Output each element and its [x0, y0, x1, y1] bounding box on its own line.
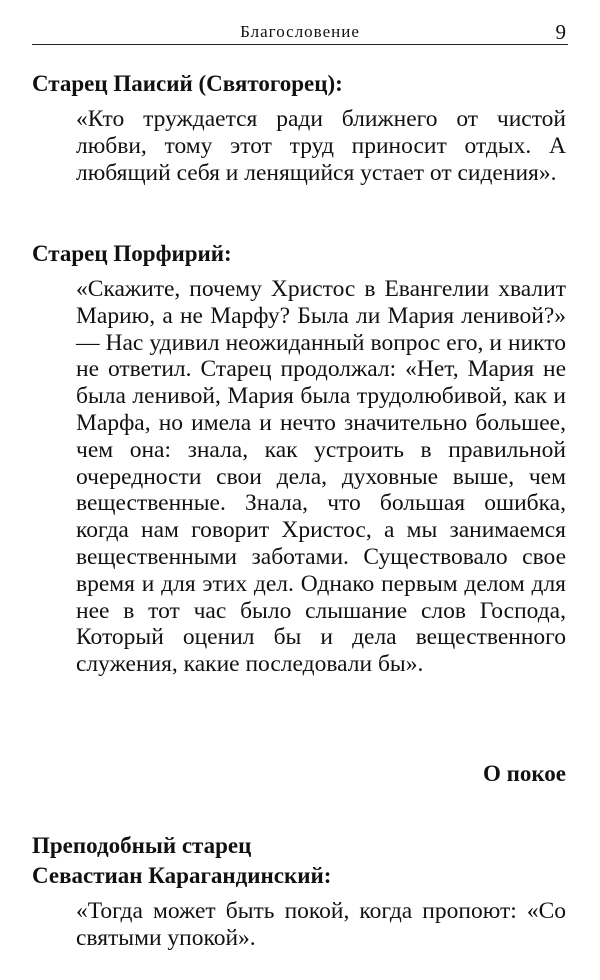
section-heading: О покое	[482, 761, 566, 786]
quote-porphyrios: «Скажите, почему Христос в Евангелии хвалит Марию, а не Марфу? Была ли Мария ленивой?» — Нас удивил неожиданный вопрос его, и никто не ответил. Старец продолжал: «Нет, Мария не была ленивой, Мария была трудолюбивой, как и Марфа, но имела и нечто значительно большее, чем она: знала, как устроить в правильной очередности свои дела, духовные выше, чем вещественные. Знала, что большая ошибка, когда нам говорит Христос, а мы занимаемся вещественными заботами. Существовало свое время и для этих дел. Однако первым делом для нее в тот час было слышание слов Господа, Который оценил бы и дела вещественного служения, какие последовали бы».	[76, 276, 566, 678]
header-rule	[32, 44, 568, 45]
speaker-paisios: Старец Паисий (Святогорец):	[32, 71, 343, 96]
quote-sebastian: «Тогда может быть покой, когда пропоют: «Со святыми упокой».	[76, 898, 566, 951]
running-header	[32, 18, 568, 46]
speaker-sebastian-line1: Преподобный старец	[32, 833, 252, 858]
speaker-sebastian-line2: Севастиан Карагандинский:	[32, 863, 332, 888]
quote-paisios: «Кто труждается ради ближнего от чистой любви, тому этот труд приносит отдых. А любящий себя и ленящийся устает от сидения».	[76, 106, 566, 186]
running-title: Благословение	[240, 22, 360, 41]
speaker-porphyrios: Старец Порфирий:	[32, 241, 232, 266]
page-number: 9	[555, 20, 566, 44]
